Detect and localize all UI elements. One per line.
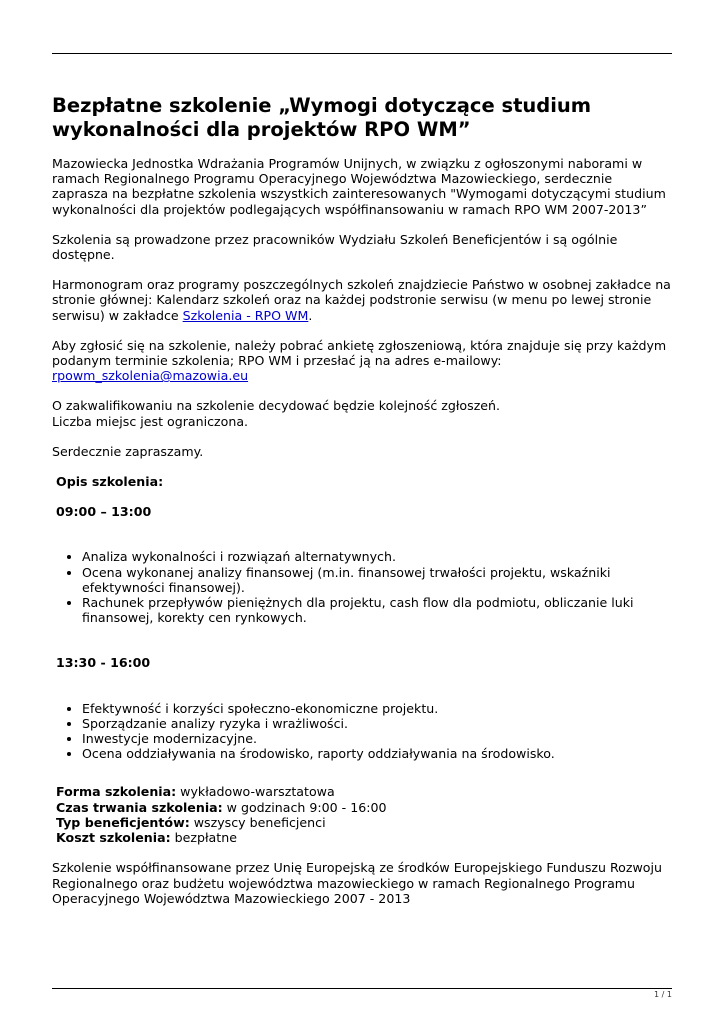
duration-value: w godzinach 9:00 - 16:00 [222, 799, 387, 815]
schedule-text: Harmonogram oraz programy poszczególnych szkoleń znajdziecie Państwo w osobnej zakładce na stronie głównej: Kalendarz szkoleń oraz na każdej podstronie serwisu (w menu po lewej stronie serwisu) w zakładce [52, 277, 671, 323]
trainings-link[interactable]: Szkolenia - RPO WM [182, 307, 309, 323]
registration-paragraph [52, 338, 672, 384]
description-heading: Opis szkolenia: [56, 474, 164, 490]
cost-value: bezpłatne [170, 830, 237, 846]
beneficiary-type-label: Typ beneficjentów: [56, 814, 190, 830]
qualification-paragraph [52, 398, 672, 428]
organizer-paragraph: Szkolenia są prowadzone przez pracowników Wydziału Szkoleń Beneficjentów i są ogólnie dostępne. [52, 231, 618, 263]
invitation-paragraph: Serdecznie zapraszamy. [52, 443, 204, 459]
list-item: • Inwestycje modernizacyjne. [82, 731, 672, 746]
document-body [52, 94, 672, 921]
registration-text: Aby zgłosić się na szkolenie, należy pobrać ankietę zgłoszeniową, która znajduje się przy każdym podanym terminie szkolenia; RPO WM i przesłać ją na adres e-mailowy: [52, 337, 667, 369]
cost-label: Koszt szkolenia: [56, 830, 171, 846]
list-item: • Efektywność i korzyści społeczno-ekonomiczne projektu. [82, 701, 672, 716]
beneficiary-type-value: wszyscy beneficjenci [189, 814, 326, 830]
session1-list [52, 549, 672, 625]
schedule-paragraph [52, 277, 672, 323]
page-title: Bezpłatne szkolenie „Wymogi dotyczące studium wykonalności dla projektów RPO WM” [52, 94, 592, 141]
session2-list [52, 701, 672, 762]
list-item: • Ocena wykonanej analizy finansowej (m.in. finansowej trwałości projektu, wskaźniki efektywności finansowej). [82, 565, 672, 595]
schedule-text-end: . [308, 307, 313, 323]
bottom-rule [52, 988, 672, 989]
list-item: • Ocena oddziaływania na środowisko, raporty oddziaływania na środowisko. [82, 746, 672, 761]
limit-line: Liczba miejsc jest ograniczona. [52, 413, 249, 429]
intro-paragraph: Mazowiecka Jednostka Wdrażania Programów Unijnych, w związku z ogłoszonymi naborami w ramach Regionalnego Programu Operacyjnego Województwa Mazowieckiego, serdecznie zaprasza na bezpłatne szkolenia wszystkich zainteresowanych "Wymogami dotyczącymi studium wykonalności dla projektów podlegających współfinansowaniu w ramach RPO WM 2007-2013” [52, 156, 666, 217]
page-number: 1 / 1 [654, 990, 672, 999]
duration-label: Czas trwania szkolenia: [56, 799, 223, 815]
form-label: Forma szkolenia: [56, 784, 177, 800]
training-details [52, 784, 672, 845]
list-item: • Sporządzanie analizy ryzyka i wrażliwości. [82, 716, 672, 731]
session2-time: 13:30 - 16:00 [56, 655, 151, 671]
qualification-line: O zakwalifikowaniu na szkolenie decydować będzie kolejność zgłoszeń. [52, 398, 501, 414]
cofinancing-paragraph: Szkolenie współfinansowane przez Unię Europejską ze środków Europejskiego Funduszu Rozwoju Regionalnego oraz budżetu województwa mazowieckiego w ramach Regionalnego Programu Operacyjnego Województwa Mazowieckiego 2007 - 2013 [52, 860, 662, 906]
list-item: • Analiza wykonalności i rozwiązań alternatywnych. [82, 549, 672, 564]
session1-time: 09:00 – 13:00 [56, 504, 152, 520]
list-item: • Rachunek przepływów pieniężnych dla projektu, cash flow dla podmiotu, obliczanie luki finansowej, korekty cen rynkowych. [82, 595, 672, 625]
form-value: wykładowo-warsztatowa [176, 784, 335, 800]
email-link[interactable]: rpowm_szkolenia@mazowia.eu [52, 368, 249, 384]
top-rule [52, 53, 672, 54]
